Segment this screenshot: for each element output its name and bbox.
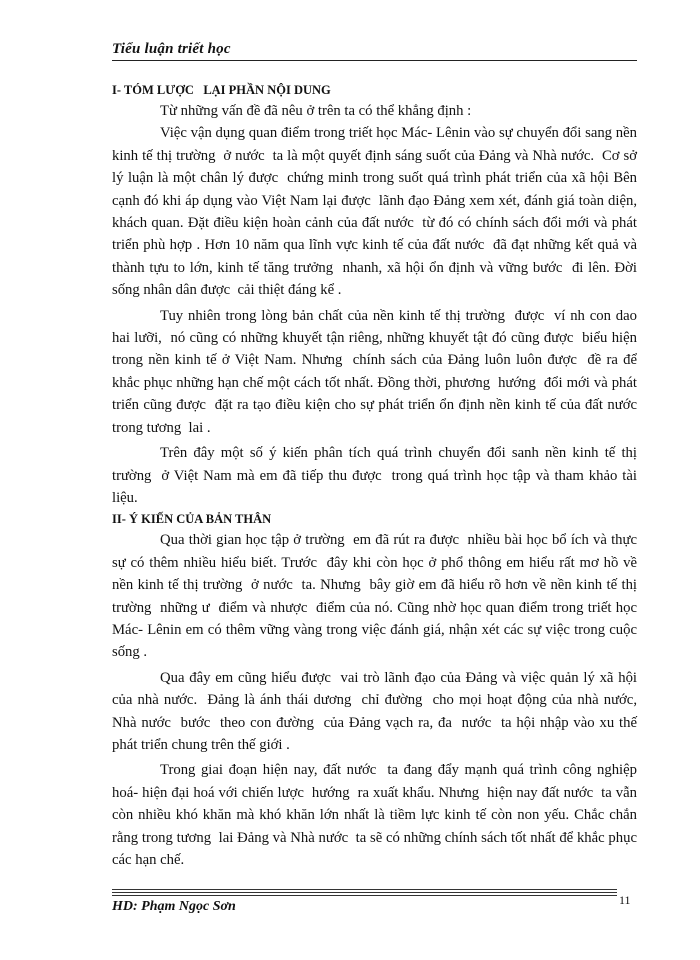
footer-rule [112, 889, 617, 890]
section-2-heading: II- Ý KIẾN CỦA BẢN THÂN [112, 512, 272, 527]
footer-rule [112, 895, 617, 896]
footer-author: HD: Phạm Ngọc Sơn [112, 899, 236, 914]
header-rule [112, 60, 637, 61]
page-number: 11 [619, 893, 631, 907]
section-1-paragraph-1: Từ những vấn đề đã nêu ở trên ta có thể khẳng định : [160, 103, 472, 119]
section-2-paragraph-3: Trong giai đoạn hiện nay, đất nước ta đang đẩy mạnh quá trình công nghiệp hoá- hiện đại hoá với chiến lược hướng ra xuất khẩu. Nhưng hiện nay đất nước ta vẫn còn nhiều khó khăn mà khó khăn lớn nhất là tiềm lực kinh tế còn non yếu. Chắc chắn rằng trong tương lai Đảng và Nhà nước ta sẽ có những chính sách tốt nhất để khắc phục các hạn chế. [112, 762, 641, 868]
section-2-paragraph-2: Qua đây em cũng hiểu được vai trò lãnh đạo của Đảng và việc quản lý xã hội của nhà nước. Đảng là ánh thái dương chỉ đường cho mọi hoạt động của nhà nước, Nhà nước bước theo con đường của Đảng vạch ra, đa nước ta hội nhập vào xu thế phát triển chung trên thế giới . [112, 669, 645, 753]
section-1-paragraph-3: Tuy nhiên trong lòng bản chất của nền kinh tế thị trường được ví nh con dao hai lưỡi, nó cũng có những khuyết tận riêng, những khuyết tật đó cũng được biểu hiện trong nền kinh tế ở Việt Nam. Nhưng chính sách của Đảng luôn luôn được đề ra để khắc phục những hạn chế một cách tốt nhất. Đồng thời, phương hướng đổi mới và phát triển cũng được đặt ra tạo điều kiện cho sự phát triển ổn định nền kinh tế của đất nước trong tương lai . [112, 307, 645, 436]
header-title: Tiểu luận triết học [112, 41, 231, 57]
section-2-paragraph-1: Qua thời gian học tập ở trường em đã rút ra được nhiều bài học bổ ích và thực sự có thêm nhiều hiểu biết. Trước đây khi còn học ở phổ thông em hiểu rất mơ hồ về nền kinh tế thị trường ở nước ta. Nhưng bây giờ em đã hiểu rõ hơn về nền kinh tế thị trường những ư điểm và nhược điểm của nó. Cũng nhờ học quan điểm trong triết học Mác- Lênin em có thêm vững vàng trong việc đánh giá, nhận xét các sự việc trong cuộc sống . [112, 532, 641, 661]
page-content [112, 80, 645, 871]
page-header [112, 40, 637, 58]
section-1-paragraph-4: Trên đây một số ý kiến phân tích quá trình chuyển đổi sanh nền kinh tế thị trường ở Việt Nam mà em đã tiếp thu được trong quá trình học tập và tham khảo tài liệu. [112, 445, 641, 506]
section-1-paragraph-2: Việc vận dụng quan điểm trong triết học Mác- Lênin vào sự chuyển đổi sang nền kinh tế thị trường ở nước ta là một quyết định sáng suốt của Đảng và Nhà nước. Cơ sở lý luận là một chân lý được chứng minh trong suốt quá trình phát triển của xã hội Bên cạnh đó khi áp dụng vào Việt Nam lại được lãnh đạo Đảng xem xét, đánh giá toàn diện, khách quan. Đặt điều kiện hoàn cảnh của đất nước từ đó có chính sách đổi mới và phát triển phù hợp . Hơn 10 năm qua lĩnh vực kinh tế của đất nước đã đạt những kết quả và thành tựu to lớn, kinh tế tăng trưởng nhanh, xã hội ổn định và vững bước đi lên. Đời sống nhân dân được cải thiệt đáng kể . [112, 125, 641, 299]
section-1-heading: I- TÓM LƯỢC LẠI PHẦN NỘI DUNG [112, 83, 331, 97]
footer-rule [112, 892, 617, 893]
